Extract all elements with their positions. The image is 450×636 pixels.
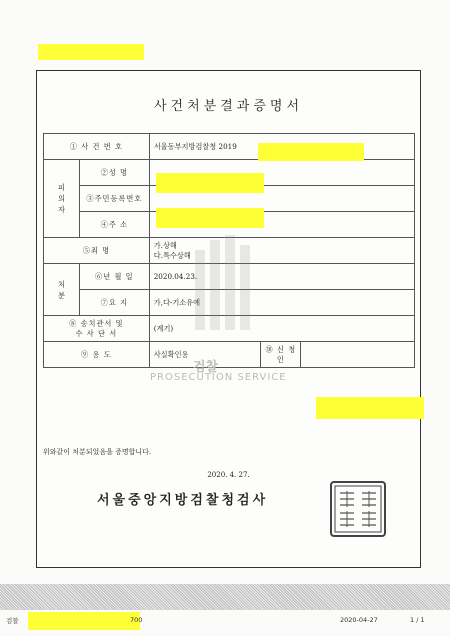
suspect-group-label: 피 의 자 — [44, 160, 80, 238]
row-charge — [44, 238, 415, 264]
disposition-group-label: 처 분 — [44, 264, 80, 316]
redaction-case-no — [258, 143, 364, 161]
certify-text: 위와같이 처분되었음을 증명합니다. — [43, 448, 152, 456]
footer-mid: 700 — [130, 616, 143, 624]
applicant-label: ⑩ 신 청 인 — [261, 342, 301, 368]
address-label: ④주 소 — [79, 212, 149, 238]
redaction-applicant — [316, 397, 424, 419]
row-purpose — [44, 342, 415, 368]
footer-page: 1 / 1 — [410, 616, 425, 624]
case-no-value: 서울동부지방검찰청 2019 — [149, 134, 414, 160]
issuer-name: 서울중앙지방검찰청검사 — [97, 493, 269, 508]
name-label: ②성 명 — [79, 160, 149, 186]
reason-value: (계기) — [149, 316, 414, 342]
footer-date: 2020-04-27 — [340, 616, 378, 624]
summary-label: ⑦요 지 — [79, 290, 149, 316]
redaction-rrn — [156, 208, 264, 228]
row-reason — [44, 316, 415, 342]
charge-value: 가.상해 다.특수상해 — [149, 238, 414, 264]
footer-left: 검찰 — [6, 617, 19, 625]
purpose-value: 사실확인용 — [149, 342, 261, 368]
purpose-label: ⑨ 용 도 — [44, 342, 150, 368]
watermark-kr: 검찰 — [193, 360, 219, 375]
case-no-label: ① 사 건 번 호 — [44, 134, 150, 160]
page-footer — [0, 612, 450, 632]
summary-value: 가,다-기소유예 — [149, 290, 414, 316]
official-seal-icon — [330, 481, 386, 537]
redaction-name — [156, 173, 264, 193]
date-value: 2020.04.23. — [149, 264, 414, 290]
scan-noise-strip — [0, 584, 450, 610]
date-label: ⑥년 월 일 — [79, 264, 149, 290]
row-summary — [44, 290, 415, 316]
watermark-en: PROSECUTION SERVICE — [150, 372, 287, 383]
document-title: 사건처분결과증명서 — [153, 99, 304, 114]
row-disposition-date — [44, 264, 415, 290]
redaction-top-1 — [38, 44, 144, 60]
applicant-value — [301, 342, 415, 368]
reason-label: ⑧ 송치관서 및 수 사 단 서 — [44, 316, 150, 342]
charge-label: ⑤죄 명 — [44, 238, 150, 264]
certificate-table — [43, 133, 415, 368]
rrn-label: ③주민등록번호 — [79, 186, 149, 212]
issue-date: 2020. 4. 27. — [207, 471, 250, 479]
